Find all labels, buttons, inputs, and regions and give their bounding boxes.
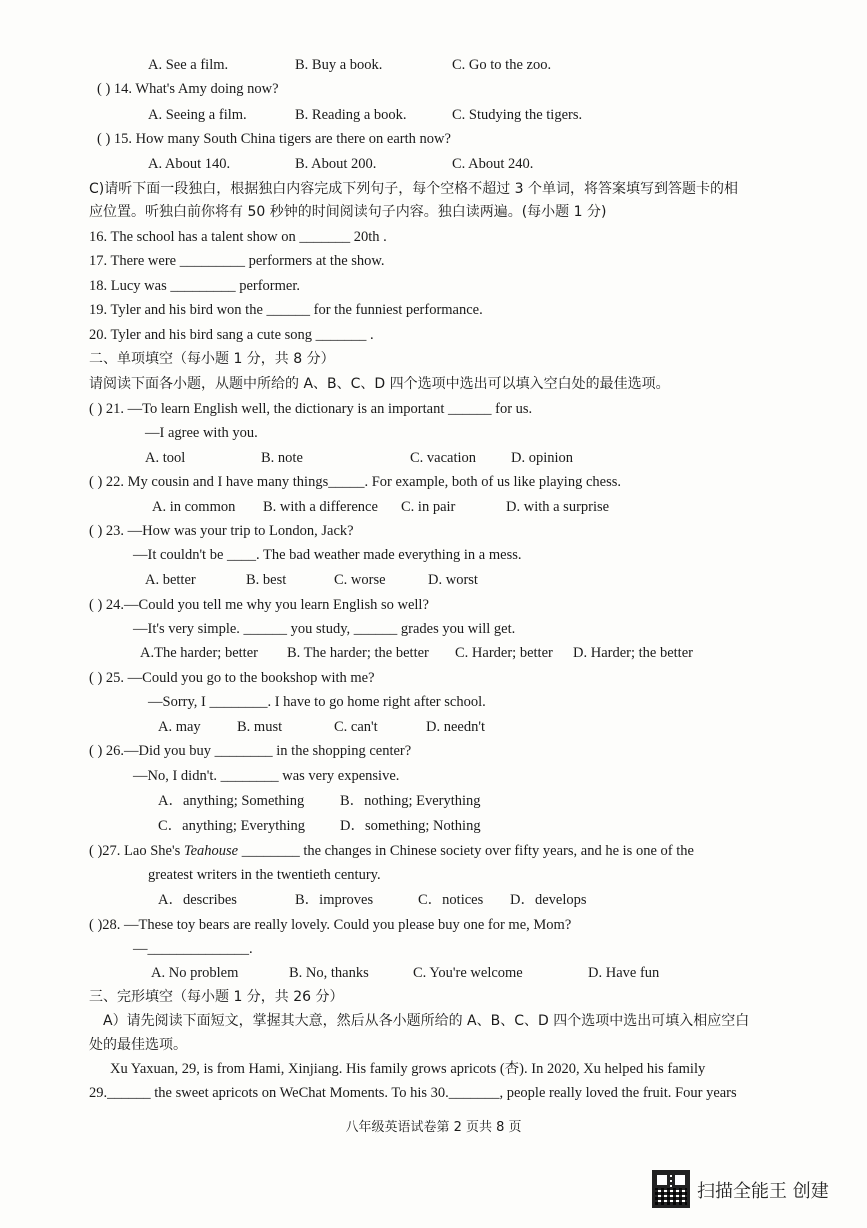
section-instruction: 三、完形填空（每小题 1 分，共 26 分） [89, 989, 344, 1005]
question-line: ( ) 24.—Could you tell me why you learn English so well? [89, 597, 429, 613]
text-segment: ( )27. Lao She's [89, 843, 184, 859]
answer-option: B. No, thanks [289, 965, 369, 981]
answer-option: B．nothing; Everything [340, 793, 481, 809]
answer-option: C．anything; Everything [158, 818, 305, 834]
question-line: —______________. [133, 941, 253, 957]
section-instruction: A）请先阅读下面短文，掌握其大意，然后从各小题所给的 A、B、C、D 四个选项中选出可填入相应空白 [103, 1013, 750, 1029]
question-line: 19. Tyler and his bird won the ______ for the funniest performance. [89, 302, 483, 318]
answer-option: C. Studying the tigers. [452, 107, 583, 123]
answer-option: D. Have fun [588, 965, 660, 981]
question-line: 18. Lucy was _________ performer. [89, 278, 301, 294]
answer-option: D. needn't [426, 719, 485, 735]
answer-option: C. You're welcome [413, 965, 523, 981]
answer-option: C. About 240. [452, 156, 534, 172]
answer-option: A. Seeing a film. [148, 107, 247, 123]
answer-option: A. See a film. [148, 57, 229, 73]
question-line: greatest writers in the twentieth century. [148, 867, 381, 883]
answer-option: D. with a surprise [506, 499, 610, 515]
page-footer: 八年级英语试卷第 2 页共 8 页 [345, 1120, 522, 1135]
question-line: 29.______ the sweet apricots on WeChat Moments. To his 30._______, people really loved the fruit. Four years [89, 1085, 737, 1101]
section-instruction: 处的最佳选项。 [89, 1037, 187, 1053]
answer-option: D. Harder; the better [573, 645, 693, 661]
question-line: ( ) 21. —To learn English well, the dictionary is an important ______ for us. [89, 401, 533, 417]
book-title: Teahouse [183, 843, 239, 859]
answer-option: C. worse [334, 572, 386, 588]
question-line: ( ) 22. My cousin and I have many things_____. For example, both of us like playing chess. [89, 474, 621, 490]
answer-option: B. Buy a book. [295, 57, 383, 73]
answer-option: C. in pair [401, 499, 456, 515]
answer-option: A.The harder; better [140, 645, 258, 661]
answer-option: D．develops [510, 892, 587, 908]
answer-option: A. in common [152, 499, 236, 515]
question-line: 17. There were _________ performers at the show. [89, 253, 385, 269]
section-instruction: C)请听下面一段独白，根据独白内容完成下列句子，每个空格不超过 3 个单词，将答案填写到答题卡的相 [89, 181, 739, 197]
question-line: ( ) 15. How many South China tigers are there on earth now? [97, 131, 451, 147]
answer-option: B. with a difference [263, 499, 378, 515]
answer-option: B. About 200. [295, 156, 377, 172]
answer-option: D. worst [428, 572, 478, 588]
answer-option: C. Harder; better [455, 645, 553, 661]
answer-option: A. No problem [151, 965, 239, 981]
answer-option: A. better [145, 572, 196, 588]
question-line: —It's very simple. ______ you study, ______ grades you will get. [133, 621, 516, 637]
answer-option: C. can't [334, 719, 378, 735]
answer-option: A. tool [145, 450, 186, 466]
question-line: ( )28. —These toy bears are really lovely. Could you please buy one for me, Mom? [89, 917, 572, 933]
section-instruction: 请阅读下面各小题，从题中所给的 A、B、C、D 四个选项中选出可以填入空白处的最佳选项。 [89, 376, 670, 392]
question-line: ( ) 14. What's Amy doing now? [97, 81, 279, 97]
question-line: —No, I didn't. ________ was very expensive. [133, 768, 400, 784]
question-line: —Sorry, I ________. I have to go home right after school. [148, 694, 486, 710]
question-line [89, 842, 694, 860]
answer-option: A. may [158, 719, 201, 735]
answer-option: A. About 140. [148, 156, 231, 172]
scanner-watermark: 扫描全能王 创建 [697, 1181, 829, 1202]
answer-option: B. The harder; the better [287, 645, 429, 661]
section-instruction: 应位置。听独白前你将有 50 秒钟的时间阅读句子内容。独白读两遍。(每小题 1 分) [89, 204, 607, 220]
question-line: —It couldn't be ____. The bad weather made everything in a mess. [133, 547, 522, 563]
text-segment: ________ the changes in Chinese society over fifty years, and he is one of the [238, 843, 694, 859]
answer-option: B. must [237, 719, 283, 735]
answer-option: A．anything; Something [158, 793, 305, 809]
answer-option: D. opinion [511, 450, 574, 466]
qr-code-icon [652, 1170, 690, 1208]
question-line: Xu Yaxuan, 29, is from Hami, Xinjiang. His family grows apricots (杏). In 2020, Xu helped his family [110, 1061, 706, 1077]
answer-option: C．notices [418, 892, 484, 908]
answer-option: B. Reading a book. [295, 107, 407, 123]
answer-option: C. Go to the zoo. [452, 57, 552, 73]
question-line: ( ) 23. —How was your trip to London, Jack? [89, 523, 354, 539]
answer-option: B．improves [295, 892, 374, 908]
question-line: 16. The school has a talent show on _______ 20th . [89, 229, 387, 245]
question-line: ( ) 25. —Could you go to the bookshop with me? [89, 670, 375, 686]
question-line: —I agree with you. [145, 425, 258, 441]
question-line: 20. Tyler and his bird sang a cute song _______ . [89, 327, 374, 343]
answer-option: B. best [246, 572, 287, 588]
answer-option: C. vacation [410, 450, 477, 466]
question-line: ( ) 26.—Did you buy ________ in the shopping center? [89, 743, 412, 759]
answer-option: A．describes [158, 892, 237, 908]
section-instruction: 二、单项填空（每小题 1 分，共 8 分） [89, 351, 335, 367]
answer-option: D．something; Nothing [340, 818, 481, 834]
answer-option: B. note [261, 450, 303, 466]
